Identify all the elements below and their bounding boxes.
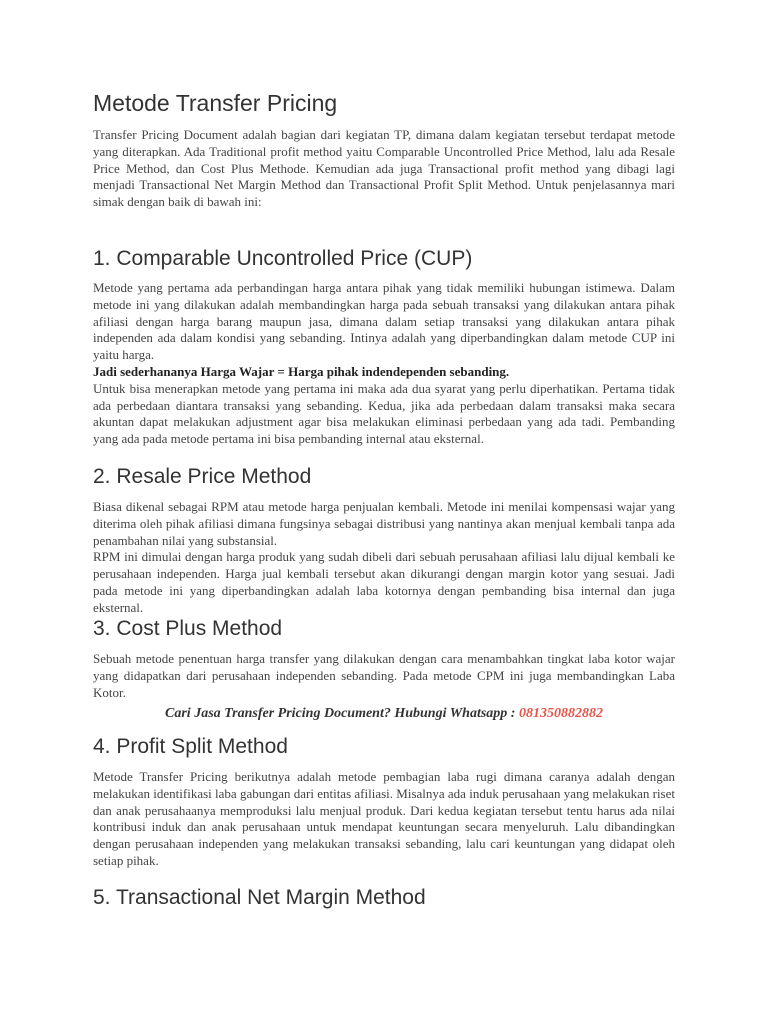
section-body-cost-plus <box>93 651 675 701</box>
section-body-profit-split <box>93 769 675 870</box>
section-heading-rpm: 2. Resale Price Method <box>93 465 312 488</box>
section-heading-cup: 1. Comparable Uncontrolled Price (CUP) <box>93 247 473 270</box>
cta-text: Cari Jasa Transfer Pricing Document? Hubungi Whatsapp : <box>165 706 519 721</box>
section-heading-profit-split: 4. Profit Split Method <box>93 735 288 758</box>
phone-number-link[interactable]: 081350882882 <box>518 706 603 721</box>
cup-bold-statement: Jadi sederhananya Harga Wajar = Harga pihak indendependen sebanding. <box>93 363 510 379</box>
cup-paragraph-1: Metode yang pertama ada perbandingan harga antara pihak yang tidak memiliki hubungan istimewa. Dalam metode ini yang dilakukan adalah membandingkan harga pada sebuah transaksi yang dilakukan antara pihak afiliasi dengan harga barang maupun jasa, dimana dalam setiap transaksi yang dilakukan antara pihak independen ada dalam kondisi yang sebanding. Intinya adalah yang diperbandingkan dalam metode CUP ini yaitu harga. <box>93 280 675 363</box>
intro-text: Transfer Pricing Document adalah bagian dari kegiatan TP, dimana dalam kegiatan tersebut terdapat metode yang diterapkan. Ada Traditional profit method yaitu Comparable Uncontrolled Price Method, lalu ada Resale Price Method, dan Cost Plus Methode. Kemudian ada juga Transactional profit method yang dibagi lagi menjadi Transactional Net Margin Method dan Transactional Profit Split Method. Untuk penjelasannya mari simak dengan baik di bawah ini: <box>93 127 675 210</box>
section-body-cup <box>93 280 675 448</box>
rpm-paragraph-1: Biasa dikenal sebagai RPM atau metode harga penjualan kembali. Metode ini menilai kompensasi wajar yang diterima oleh pihak afiliasi dimana fungsinya sebagai distribusi yang nantinya akan menjual kembali tanpa ada penambahan nilai yang substansial. <box>93 499 675 548</box>
page-title: Metode Transfer Pricing <box>93 90 338 116</box>
section-heading-cost-plus: 3. Cost Plus Method <box>93 617 283 640</box>
section-body-rpm <box>93 499 675 617</box>
cup-paragraph-2: Untuk bisa menerapkan metode yang pertama ini maka ada dua syarat yang perlu diperhatikan. Pertama tidak ada perbedaan diantara transaksi yang sebanding. Kedua, jika ada perbedaan dalam transaksi maka secara akuntan dapat melakukan adjustment agar bisa melakukan eliminasi perbedaan yang ada tadi. Pembanding yang ada pada metode pertama ini bisa pembanding internal atau eksternal. <box>93 380 675 447</box>
cost-plus-paragraph: Sebuah metode penentuan harga transfer yang dilakukan dengan cara menambahkan tingkat laba kotor wajar yang didapatkan dari perusahaan independen sebanding. Pada metode CPM ini juga membandingkan Laba Kotor. <box>93 651 675 700</box>
section-heading-tnmm: 5. Transactional Net Margin Method <box>93 886 426 909</box>
rpm-paragraph-2: RPM ini dimulai dengan harga produk yang sudah dibeli dari sebuah perusahaan afiliasi lalu dijual kembali ke perusahaan independen. Harga jual kembali tersebut akan dikurangi dengan margin kotor yang sesuai. Jadi pada metode ini yang diperbandingkan adalah laba kotornya dengan pembanding bisa internal dan juga eksternal. <box>93 549 675 615</box>
intro-paragraph <box>93 127 675 211</box>
whatsapp-cta <box>93 706 675 722</box>
profit-split-paragraph: Metode Transfer Pricing berikutnya adalah metode pembagian laba rugi dimana caranya adalah dengan melakukan identifikasi laba gabungan dari entitas afiliasi. Misalnya ada induk perusahaan yang melakukan riset dan anak perusahaanya memproduksi lalu menjual produk. Dari kedua kegiatan tersebut tentu harus ada nilai kontribusi induk dan anak perusahaan untuk mendapat keuntungan secara menyeluruh. Lalu dibandingkan dengan perusahaan independen yang melakukan transaksi sebanding, lalu cari keuntungan yang didapat oleh setiap pihak. <box>93 769 675 868</box>
